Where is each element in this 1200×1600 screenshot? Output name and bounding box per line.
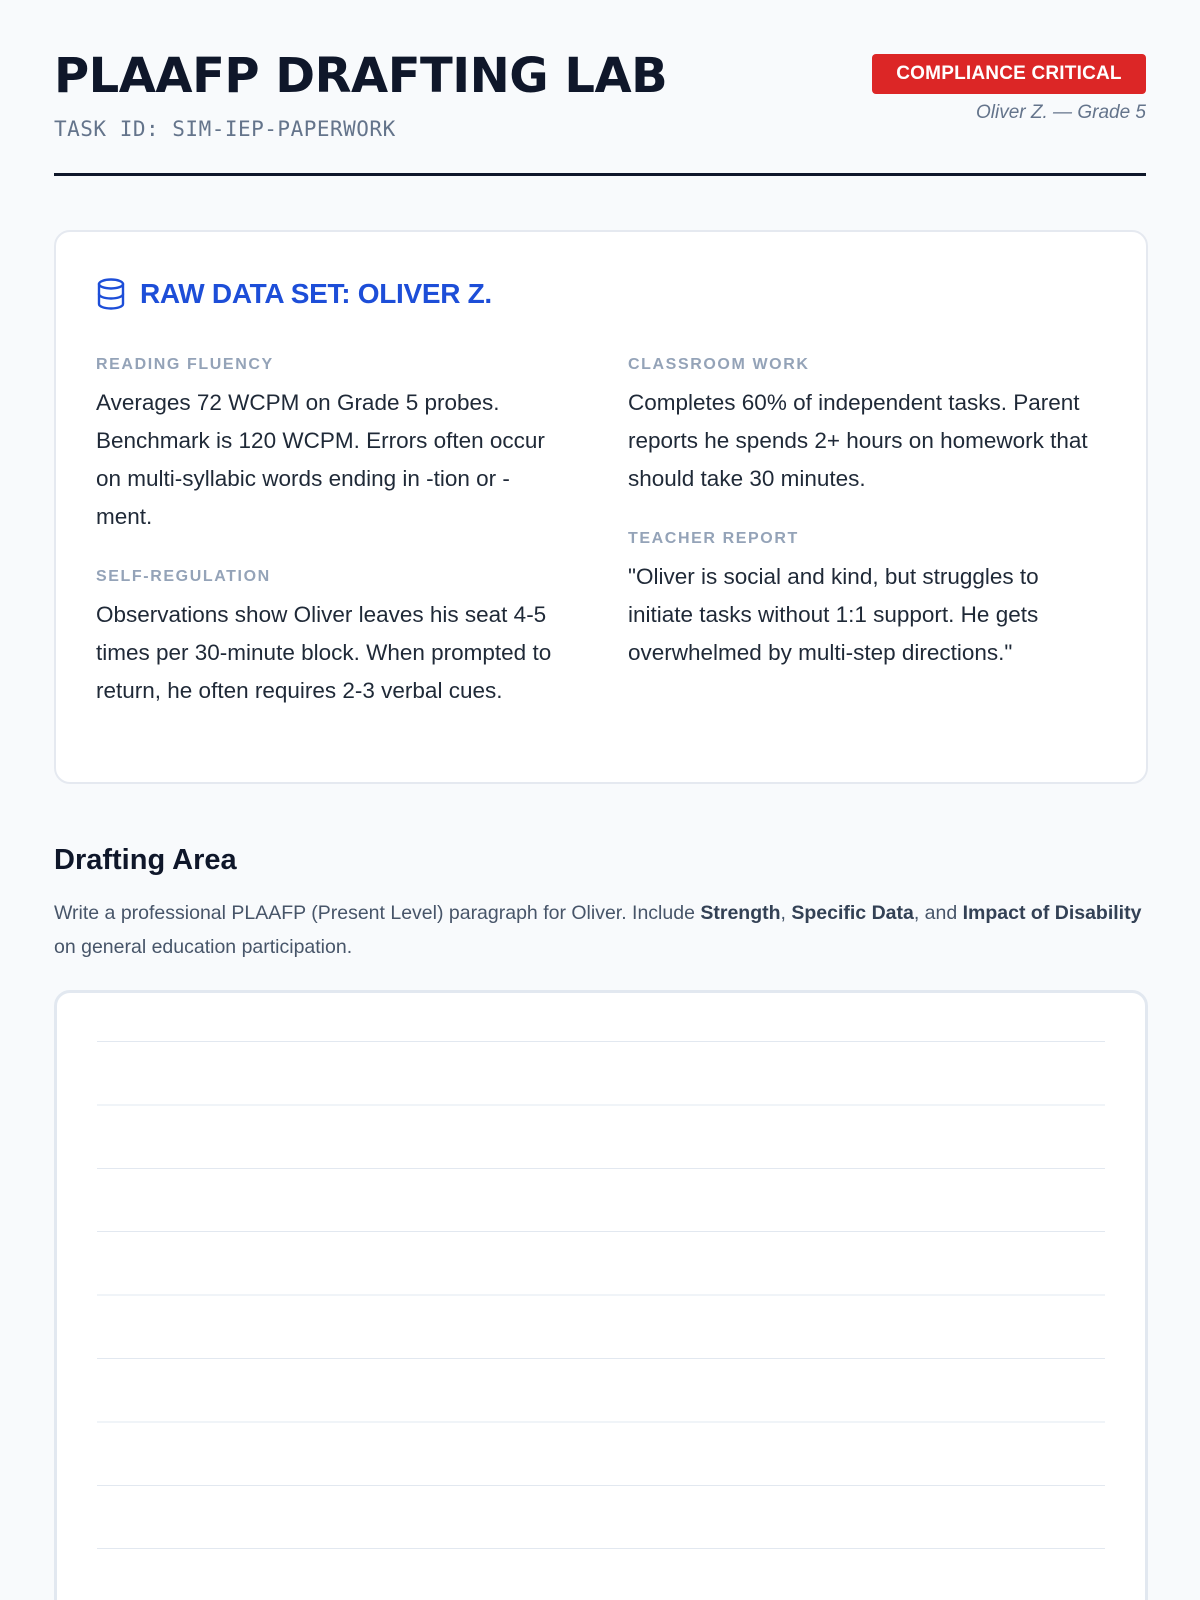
field-teacher-report: [628, 530, 1088, 672]
plaafp-draft-textarea[interactable]: [97, 1003, 1105, 1600]
field-label: READING FLUENCY: [96, 356, 274, 373]
field-self-regulation: [96, 568, 556, 710]
student-label: Oliver Z. — Grade 5: [976, 102, 1146, 123]
field-value: "Oliver is social and kind, but struggles to initiate tasks without 1:1 support. He gets overwhelmed by multi-step directions.": [628, 564, 1039, 665]
compliance-badge: COMPLIANCE CRITICAL: [872, 54, 1146, 94]
field-label: TEACHER REPORT: [628, 530, 799, 547]
field-value: Observations show Oliver leaves his seat 4-5 times per 30-minute block. When prompted to return, he often requires 2-3 verbal cues.: [96, 602, 552, 703]
page-title: PLAAFP DRAFTING LAB: [54, 48, 668, 104]
drafting-instructions: [54, 896, 1148, 964]
drafting-editor: [54, 990, 1148, 1600]
header: [54, 0, 1146, 176]
field-value: Averages 72 WCPM on Grade 5 probes. Benchmark is 120 WCPM. Errors often occur on multi-syllabic words ending in -tion or -ment.: [96, 390, 545, 529]
field-value: Completes 60% of independent tasks. Parent reports he spends 2+ hours on homework that should take 30 minutes.: [628, 390, 1088, 491]
field-label: CLASSROOM WORK: [628, 356, 810, 373]
instructions-text: Write a professional PLAAFP (Present Level) paragraph for Oliver. Include: [54, 902, 701, 924]
raw-data-title-text: RAW DATA SET: OLIVER Z.: [140, 278, 492, 309]
instructions-separator: , and: [913, 902, 963, 924]
instructions-strength: Strength: [700, 902, 781, 924]
raw-data-title: [96, 278, 492, 310]
field-label: SELF-REGULATION: [96, 568, 271, 585]
database-icon: [96, 278, 126, 310]
field-reading-fluency: [96, 356, 556, 536]
instructions-impact: Impact of Disability: [962, 902, 1142, 924]
raw-data-card: [54, 230, 1148, 784]
instructions-separator: ,: [780, 902, 792, 924]
field-classroom-work: [628, 356, 1088, 498]
drafting-heading: Drafting Area: [54, 844, 237, 876]
instructions-specific-data: Specific Data: [791, 902, 914, 924]
task-id: TASK ID: SIM-IEP-PAPERWORK: [54, 117, 396, 141]
instructions-text-end: on general education participation.: [54, 936, 353, 958]
